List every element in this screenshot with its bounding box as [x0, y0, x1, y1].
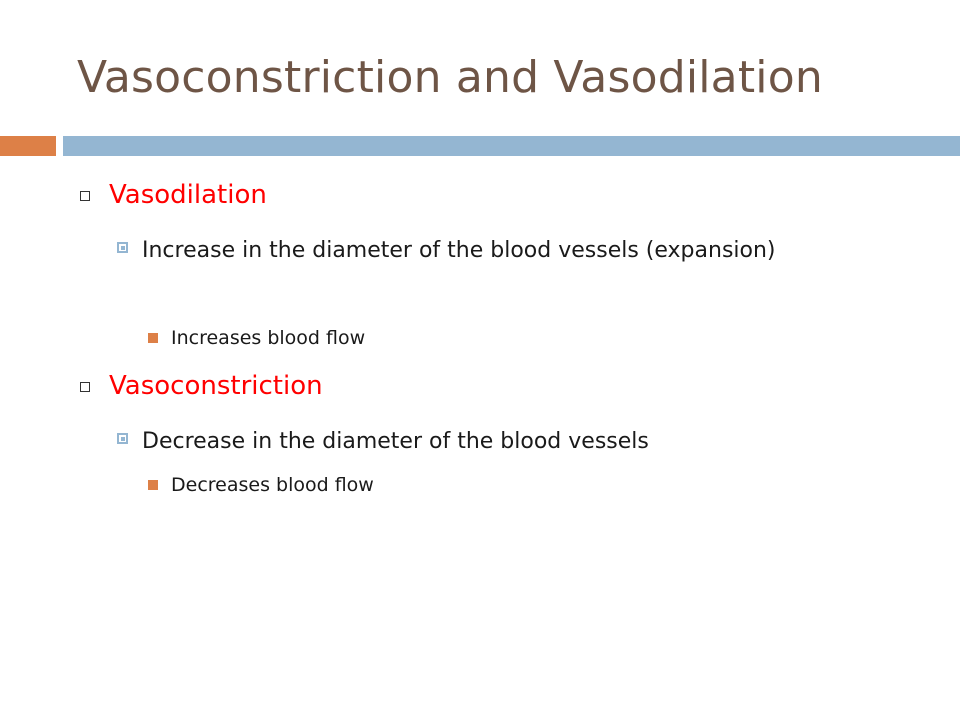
hollow-square-bullet-icon: [80, 382, 90, 392]
square-bullet-icon: [117, 433, 128, 444]
heading-text: Vasodilation: [109, 180, 267, 210]
filled-square-bullet-icon: [148, 480, 158, 490]
heading-text: Vasoconstriction: [109, 371, 323, 401]
slide-title: Vasoconstriction and Vasodilation: [77, 52, 823, 103]
point-text: Increase in the diameter of the blood vessels (expansion): [142, 238, 776, 263]
accent-bar-blue: [63, 136, 960, 156]
sub-point-text: Increases blood flow: [171, 327, 366, 349]
square-bullet-icon: [117, 242, 128, 253]
accent-bar-orange: [0, 136, 56, 156]
point-item: [117, 424, 782, 460]
heading-item-vasoconstriction: [80, 371, 323, 401]
hollow-square-bullet-icon: [80, 191, 90, 201]
sub-point-item: [148, 327, 365, 349]
point-item: [117, 233, 782, 269]
point-text: Decrease in the diameter of the blood vessels: [142, 429, 649, 454]
sub-point-item: [148, 474, 374, 496]
filled-square-bullet-icon: [148, 333, 158, 343]
heading-item-vasodilation: [80, 180, 267, 210]
sub-point-text: Decreases blood flow: [171, 474, 374, 496]
